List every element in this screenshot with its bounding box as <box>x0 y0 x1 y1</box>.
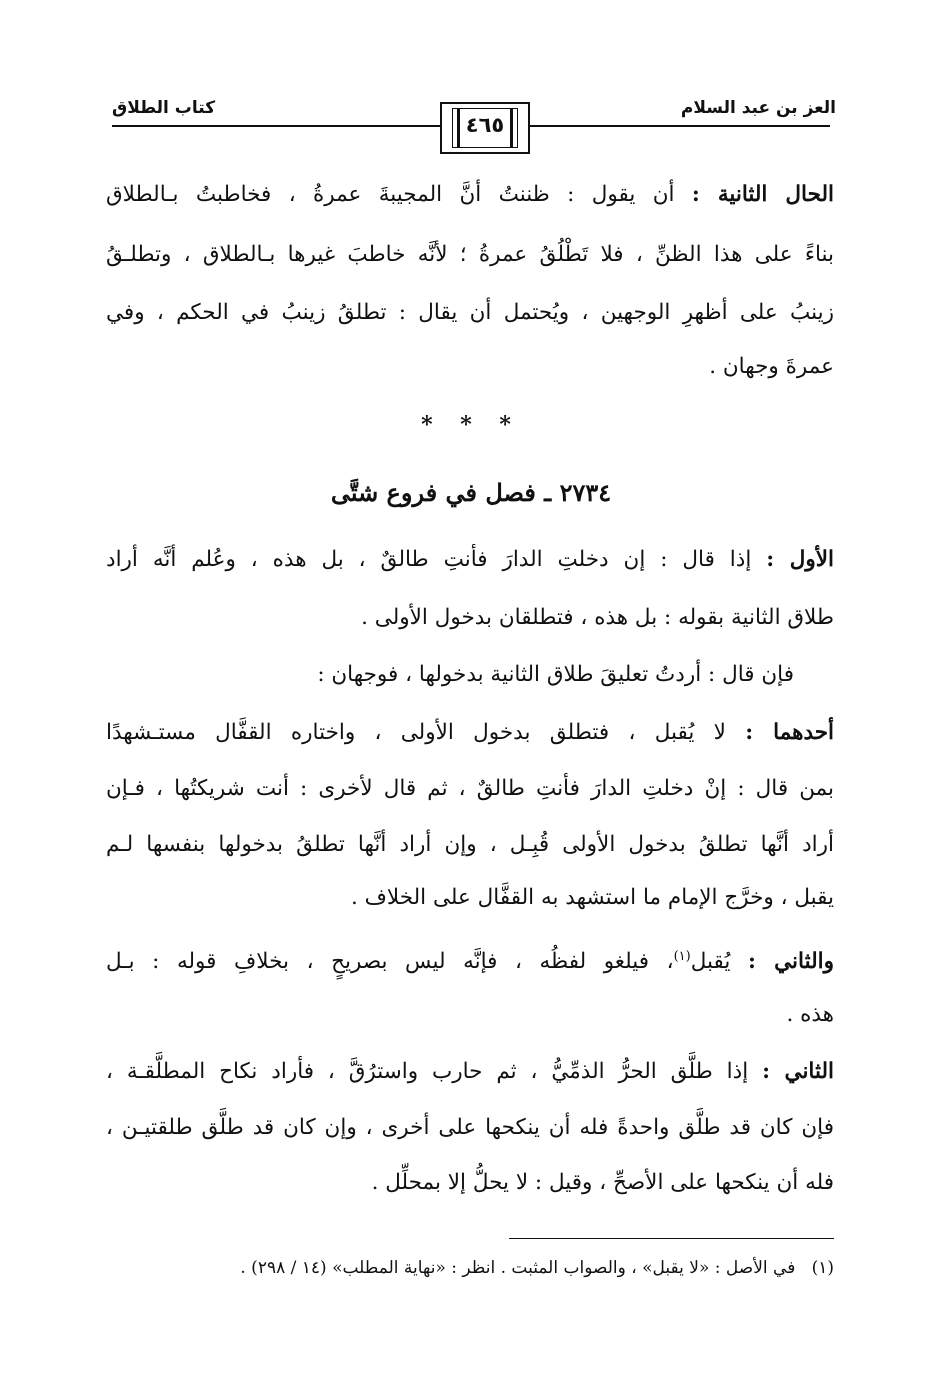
footnote-rule <box>509 1238 834 1239</box>
para4-lead: أحدهما : <box>745 720 835 745</box>
running-header-author: العز بن عبد السلام <box>680 98 836 118</box>
section-separator: * * * <box>421 412 521 438</box>
footnote-ref[interactable]: (١) <box>673 949 691 964</box>
para6-lead: الثاني : <box>762 1059 834 1084</box>
para4-text1: لا يُقبل ، فتطلق بدخول الأولى ، واختاره القفَّال مستـشهدًا <box>106 720 726 745</box>
para2-line1 <box>106 545 834 575</box>
para1-lead: الحال الثانية : <box>691 182 834 207</box>
para4-line2: بمن قال : إنْ دخلتِ الدارَ فأنتِ طالقٌ ، ثم قال لأخرى : أنت شريكتُها ، فـإن <box>106 776 834 801</box>
para6-line2: فإن كان قد طلَّق واحدةً فله أن ينكحها على أخرى ، وإن كان قد طلَّق طلقتيـن ، <box>106 1115 834 1140</box>
para5-word: يُقبل <box>690 949 731 975</box>
para2-line2: طلاق الثانية بقوله : بل هذه ، فتطلقان بدخول الأولى . <box>361 605 834 630</box>
para1-line3: زينبُ على أظهرِ الوجهين ، ويُحتمل أن يقال : تطلقُ زينبُ في الحكم ، وفي <box>106 300 834 325</box>
para4-line3: أراد أنَّها تطلقُ بدخول الأولى قُبِـل ، وإن أراد أنَّها تطلقُ بدخولها بنفسها لـم <box>106 832 834 857</box>
para3-line1: فإن قال : أردتُ تعليقَ طلاق الثانية بدخولها ، فوجهان : <box>317 662 794 687</box>
para5-line1 <box>106 942 834 977</box>
para1-line1 <box>106 180 834 210</box>
footnote-marker: (١) <box>811 1258 834 1278</box>
para6-text1: إذا طلَّق الحرُّ الذمِّيُّ ، ثم حارب واسترُقَّ ، فأراد نكاح المطلَّقـة ، <box>106 1059 749 1084</box>
para4-line4: يقبل ، وخرَّج الإمام ما استشهد به القفَّال على الخلاف . <box>350 885 834 910</box>
para5-line2: هذه . <box>786 1002 834 1027</box>
page-number-frame <box>440 102 530 154</box>
section-title: ٢٧٣٤ ـ فصل في فروع شتَّى <box>330 478 612 507</box>
para2-text1: إذا قال : إن دخلتِ الدارَ فأنتِ طالقٌ ، بل هذه ، وعُلم أنَّه أراد <box>106 547 752 572</box>
para1-line4: عمرةَ وجهان . <box>709 354 834 379</box>
footnote <box>106 1258 834 1278</box>
para2-lead: الأول : <box>766 547 835 572</box>
para6-line3: فله أن ينكحها على الأصحِّ ، وقيل : لا يحلُّ إلا بمحلِّل . <box>371 1170 834 1195</box>
para1-line2: بناءً على هذا الظنِّ ، فلا تَطْلُقُ عمرةُ ؛ لأنَّه خاطبَ غيرها بـالطلاق ، وتطلـقُ <box>106 242 834 267</box>
para1-text1: أن يقول : ظننتُ أنَّ المجيبةَ عمرةُ ، فخاطبتُ بـالطلاق <box>106 182 675 207</box>
para5-lead: والثاني : <box>747 949 834 975</box>
para5-text1: ، فيلغو لفظُه ، فإنَّه ليس بصريحٍ ، بخلافِ قوله : بـل <box>106 949 674 975</box>
para6-line1 <box>106 1057 834 1087</box>
para4-line1 <box>106 718 834 748</box>
running-header-book: كتاب الطلاق <box>112 98 216 118</box>
footnote-text: في الأصل : «لا يقبل» ، والصواب المثبت . انظر : «نهاية المطلب» (١٤ / ٢٩٨) . <box>240 1258 796 1278</box>
page-number: ٤٦٥ <box>465 113 505 137</box>
